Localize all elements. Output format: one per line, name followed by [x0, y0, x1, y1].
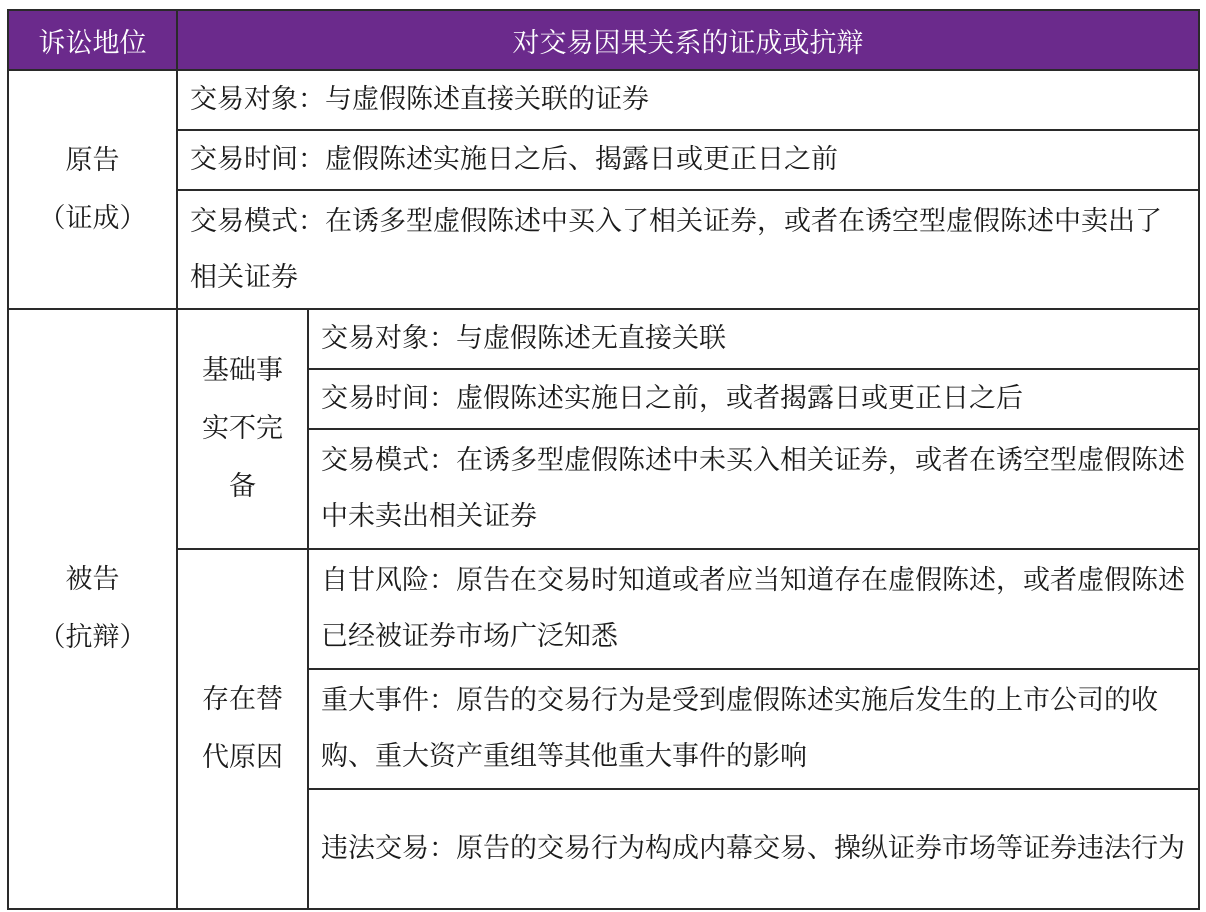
role-label: 原告 [65, 144, 120, 176]
role-label: 被告 [65, 564, 120, 595]
role-note: （抗辩） [38, 622, 147, 653]
group-label-incomplete-facts: 基础事 实不完 备 [177, 309, 308, 549]
table-cell: 交易对象：与虚假陈述直接关联的证券 [177, 70, 1199, 130]
table-cell: 交易对象：与虚假陈述无直接关联 [308, 309, 1199, 369]
group-label-alternative-cause: 存在替 代原因 [177, 549, 308, 909]
role-plaintiff [8, 70, 177, 309]
table-cell: 交易时间：虚假陈述实施日之前，或者揭露日或更正日之后 [308, 369, 1199, 429]
table-cell: 交易时间：虚假陈述实施日之后、揭露日或更正日之前 [177, 130, 1199, 190]
table-cell: 自甘风险：原告在交易时知道或者应当知道存在虚假陈述，或者虚假陈述已经被证券市场广泛知悉 [308, 549, 1199, 669]
role-defendant [8, 309, 177, 909]
table-cell: 交易模式：在诱多型虚假陈述中买入了相关证券，或者在诱空型虚假陈述中卖出了相关证券 [177, 190, 1199, 309]
table-row [8, 130, 1199, 190]
document-container [7, 9, 1198, 903]
table-row [8, 549, 1199, 669]
table-row [8, 190, 1199, 309]
table-cell: 重大事件：原告的交易行为是受到虚假陈述实施后发生的上市公司的收购、重大资产重组等其他重大事件的影响 [308, 669, 1199, 789]
table-cell: 交易模式：在诱多型虚假陈述中未买入相关证券，或者在诱空型虚假陈述中未卖出相关证券 [308, 429, 1199, 549]
table-header-row [8, 10, 1199, 70]
role-note: （证成） [38, 202, 147, 234]
table-row [8, 70, 1199, 130]
table-cell: 违法交易：原告的交易行为构成内幕交易、操纵证券市场等证券违法行为 [308, 789, 1199, 909]
causation-table [7, 9, 1200, 910]
header-content: 对交易因果关系的证成或抗辩 [177, 10, 1199, 70]
table-row [8, 309, 1199, 369]
header-role: 诉讼地位 [8, 10, 177, 70]
